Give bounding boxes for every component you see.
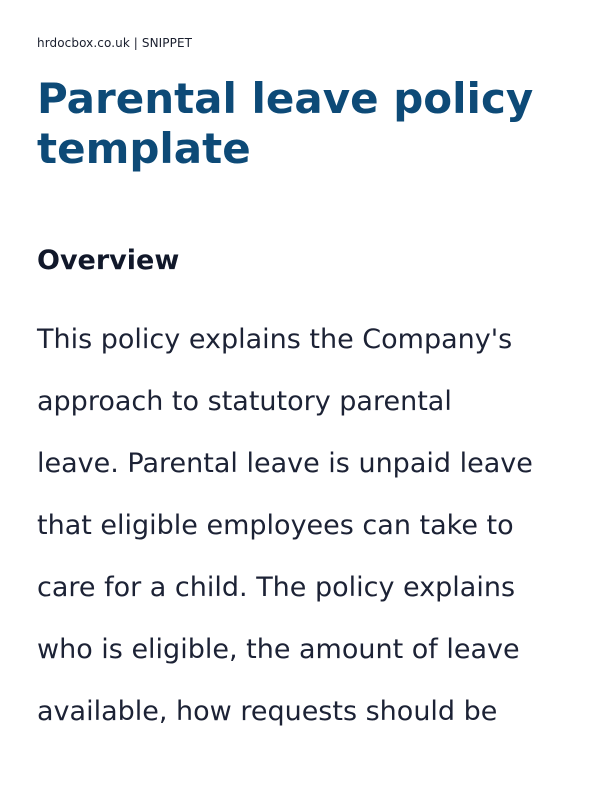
page-title	[37, 74, 577, 174]
paragraph-line: approach to statutory parental	[37, 386, 452, 417]
title-line: Parental leave policy	[37, 74, 534, 123]
paragraph-line: that eligible employees can take to	[37, 510, 514, 541]
paragraph-line: available, how requests should be	[37, 696, 498, 727]
source-label: hrdocbox.co.uk | SNIPPET	[37, 36, 193, 50]
paragraph-line: This policy explains the Company's	[37, 324, 513, 355]
section-heading-overview: Overview	[37, 245, 180, 276]
overview-paragraph	[37, 309, 577, 743]
paragraph-line: leave. Parental leave is unpaid leave	[37, 448, 533, 479]
paragraph-line: who is eligible, the amount of leave	[37, 634, 520, 665]
title-line: template	[37, 124, 251, 173]
paragraph-line: care for a child. The policy explains	[37, 572, 516, 603]
